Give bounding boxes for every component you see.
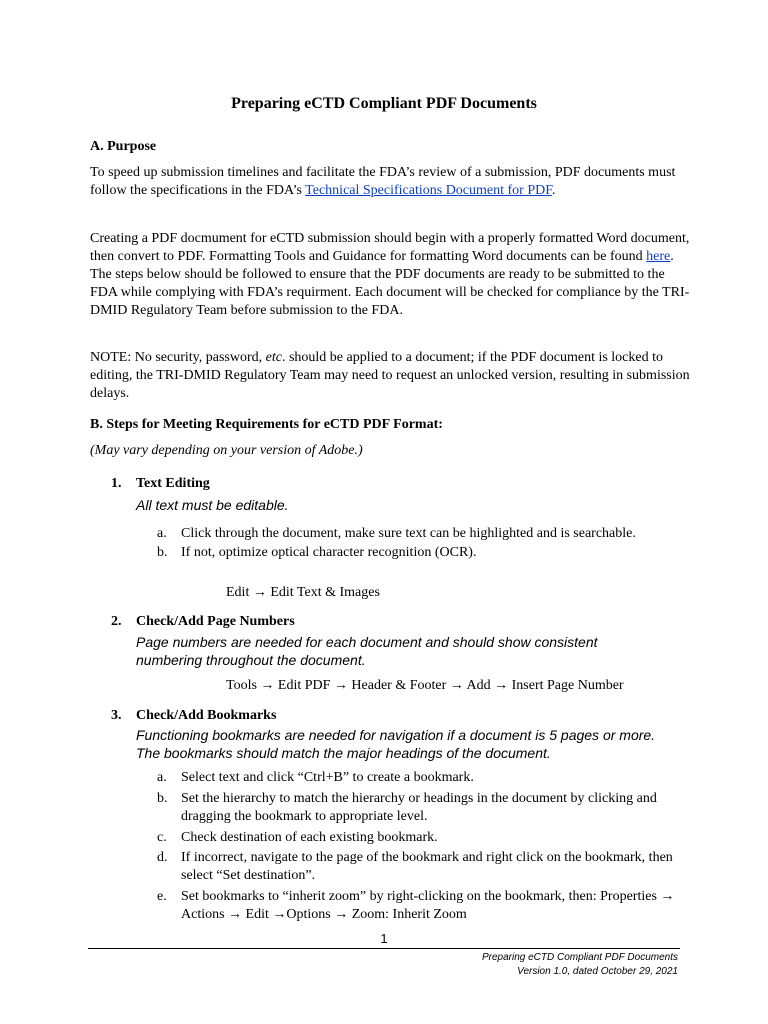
note-text-end: . should be applied to a document; if the PDF document is locked to editing, the TRI-DMID Regulatory Team may need to request an unlocked version, resulting in submission delays. bbox=[90, 350, 690, 401]
step-3-item-e: Set bookmarks to “inherit zoom” by right-clicking on the bookmark, then: Properties → Actions → Edit →Options → Zoom: Inherit Zoom bbox=[181, 889, 675, 922]
page-number: 1 bbox=[380, 931, 388, 946]
step-3-item-c-letter: c. bbox=[157, 830, 167, 845]
step-3-item-a: Select text and click “Ctrl+B” to create a bookmark. bbox=[181, 770, 474, 785]
step-3-item-b: Set the hierarchy to match the hierarchy or headings in the document by clicking and dragging the bookmark to appropriate level. bbox=[181, 791, 657, 824]
purpose-paragraph bbox=[90, 164, 690, 200]
creating-pdf-paragraph bbox=[90, 230, 690, 320]
creating-pdf-text-end: . The steps below should be followed to ensure that the PDF documents are ready to be submitted to the FDA while complying with FDA’s requirment. Each document will be checked for compliance by the TRI-DMID Regulatory Team before submission to the FDA. bbox=[90, 249, 690, 318]
note-paragraph bbox=[90, 349, 690, 403]
step-1-item-a: Click through the document, make sure text can be highlighted and is searchable. bbox=[181, 526, 636, 541]
section-b-heading: B. Steps for Meeting Requirements for eCTD PDF Format: bbox=[90, 417, 443, 432]
purpose-text: To speed up submission timelines and facilitate the FDA’s review of a submission, PDF documents must follow the specifications in the FDA’s bbox=[90, 165, 676, 198]
footer-divider bbox=[88, 948, 680, 949]
purpose-text-end: . bbox=[551, 183, 556, 198]
creating-pdf-text: Creating a PDF docmument for eCTD submission should begin with a properly formatted Word document, then convert to PDF. Formatting Tools and Guidance for formatting Word documents can be found bbox=[90, 231, 690, 264]
here-link[interactable]: here bbox=[646, 249, 671, 264]
step-2-title: Check/Add Page Numbers bbox=[136, 614, 295, 629]
step-1-number: 1. bbox=[111, 476, 122, 491]
step-1-item-b-letter: b. bbox=[157, 545, 168, 560]
document-title: Preparing eCTD Compliant PDF Documents bbox=[231, 95, 537, 112]
step-3-number: 3. bbox=[111, 708, 122, 723]
step-3-item-d: If incorrect, navigate to the page of the bookmark and right click on the bookmark, then select “Set destination”. bbox=[181, 850, 673, 883]
step-2-number: 2. bbox=[111, 614, 122, 629]
step-3-title: Check/Add Bookmarks bbox=[136, 708, 277, 723]
step-1-item-b: If not, optimize optical character recognition (OCR). bbox=[181, 545, 477, 560]
step-2-description: Page numbers are needed for each document and should show consistent numbering throughout the document. bbox=[136, 634, 598, 668]
note-etc: etc bbox=[265, 350, 282, 365]
step-3-item-d-letter: d. bbox=[157, 850, 168, 865]
step-3-item-c: Check destination of each existing bookmark. bbox=[181, 830, 438, 845]
technical-specifications-link[interactable]: Technical Specifications Document for PDF bbox=[305, 183, 552, 198]
step-1-menu-path: Edit → Edit Text & Images bbox=[226, 585, 380, 600]
footer-version: Version 1.0, dated October 29, 2021 bbox=[517, 966, 678, 977]
footer-doc-title: Preparing eCTD Compliant PDF Documents bbox=[481, 952, 678, 963]
step-3-item-b-letter: b. bbox=[157, 791, 168, 806]
section-b-subtitle: (May vary depending on your version of Adobe.) bbox=[90, 443, 363, 458]
step-3-description: Functioning bookmarks are needed for navigation if a document is 5 pages or more. The bookmarks should match the major headings of the document. bbox=[136, 727, 656, 761]
section-a-heading: A. Purpose bbox=[90, 139, 157, 154]
step-2-menu-path: Tools → Edit PDF → Header & Footer → Add → Insert Page Number bbox=[226, 678, 624, 693]
note-text: NOTE: No security, password, bbox=[90, 350, 266, 365]
step-3-item-a-letter: a. bbox=[157, 770, 167, 785]
step-1-item-a-letter: a. bbox=[157, 526, 167, 541]
step-1-description: All text must be editable. bbox=[136, 497, 289, 513]
step-3-item-e-letter: e. bbox=[157, 889, 167, 904]
step-1-title: Text Editing bbox=[136, 476, 210, 491]
